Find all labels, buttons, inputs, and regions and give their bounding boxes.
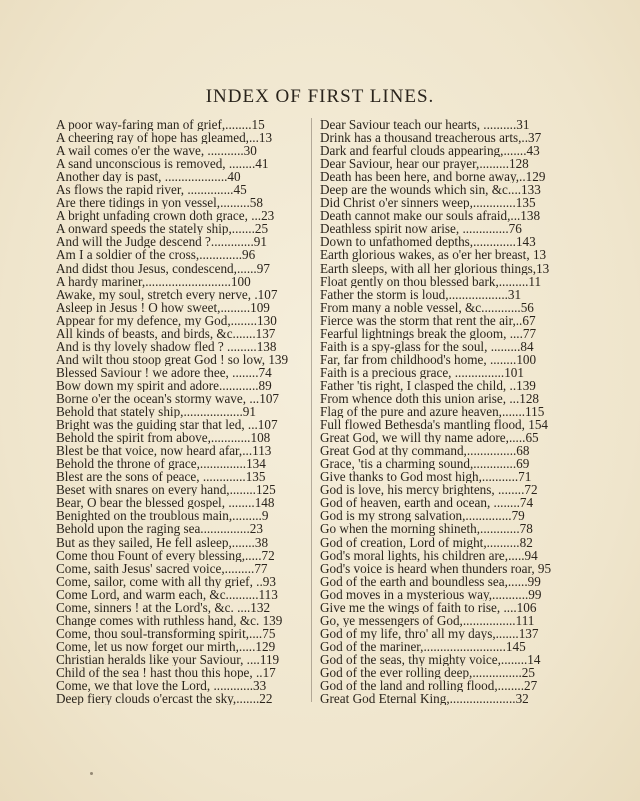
index-entry: God's voice is heard when thunders roar, 95 [320, 561, 552, 575]
index-entry: Change comes with ruthless hand, &c. 139 [56, 613, 283, 627]
index-entry: Christian heralds like your Saviour, ....119 [56, 652, 280, 666]
index-entry: Did Christ o'er sinners weep,.............135 [320, 196, 536, 210]
index-entry: Grace, 'tis a charming sound,.............69 [320, 457, 530, 471]
index-entry: God of creation, Lord of might,..........82 [320, 535, 533, 549]
index-entry: Behold the throne of grace,..............134 [56, 457, 266, 471]
index-entry: From whence doth this union arise, ...128 [320, 391, 540, 406]
index-entry: Blest are the sons of peace, .............135 [56, 470, 266, 484]
index-entry: God of my life, thro' all my days,.......137 [320, 626, 539, 640]
index-entry: Blest be that voice, now heard afar,...113 [56, 444, 272, 458]
index-entry: Faith is a precious grace, ...............101 [320, 365, 524, 379]
index-entry: Bow down my spirit and adore............89 [56, 378, 272, 392]
index-entry: Give me the wings of faith to rise, ....106 [320, 600, 537, 614]
index-entry: Great God Eternal King,....................32 [320, 692, 529, 706]
index-entry: God's moral lights, his children are,.....94 [320, 548, 538, 562]
index-entry: And will the Judge descend ?.............91 [56, 235, 267, 249]
index-entry: Flag of the pure and azure heaven,.......115 [320, 405, 545, 419]
index-entry: A hardy mariner,..........................100 [56, 274, 251, 288]
index-entry: From many a noble vessel, &c............56 [320, 300, 534, 314]
index-entry: Drink has a thousand treacherous arts,..37 [320, 131, 542, 145]
index-entry: Come, we that love the Lord, ............33 [56, 679, 267, 693]
index-entry: Bear, O bear the blessed gospel, ........148 [56, 496, 275, 510]
index-entry: Blessed Saviour ! we adore thee, ........74 [56, 365, 272, 379]
index-entry: Deathless spirit now arise, ..............76 [320, 222, 522, 236]
index-entry: Deep fiery clouds o'ercast the sky,.......22 [56, 692, 273, 706]
left-index-column [56, 118, 314, 705]
index-entry: God of the land and rolling flood,........27 [320, 679, 538, 693]
index-entry: Father 'tis right, I clasped the child, ..139 [320, 378, 536, 392]
index-entry: Come, let us now forget our mirth,.....129 [56, 639, 276, 653]
index-entry: Full flowed Bethesda's mantling flood, 154 [320, 418, 549, 432]
right-index-column [320, 118, 572, 705]
index-entry: God of the ever rolling deep,...............25 [320, 665, 535, 680]
index-entry: Come, sailor, come with all thy grief, ..93 [56, 574, 276, 588]
index-entry: Give thanks to God most high,...........71 [320, 470, 532, 484]
index-entry: Behold the spirit from above,............108 [56, 431, 271, 445]
index-entry: Are there tidings in yon vessel,.........58 [56, 196, 263, 210]
index-entry: Earth glorious wakes, as o'er her breast, 13 [320, 248, 547, 262]
index-entry: Asleep in Jesus ! O how sweet,.........109 [56, 300, 270, 314]
index-entry: Behold upon the raging sea...............23 [56, 522, 263, 536]
index-entry: Am I a soldier of the cross,.............96 [56, 248, 256, 262]
index-entry: Behold that stately ship,..................91 [56, 405, 256, 419]
index-entry: Fierce was the storm that rent the air,..67 [320, 313, 536, 327]
index-entry: Dark and fearful clouds appearing,.......43 [320, 144, 540, 158]
index-entry: Bright was the guiding star that led, ...107 [56, 418, 278, 432]
index-entry: All kinds of beasts, and birds, &c.......137 [56, 326, 276, 340]
index-entry: A bright unfading crown doth grace, ...23 [56, 209, 275, 223]
index-entry: God of the mariner,.........................145 [320, 639, 526, 653]
index-entry: Appear for my defence, my God,........130 [56, 313, 277, 327]
index-entry: Come, thou soul-transforming spirit,....75 [56, 626, 276, 640]
index-entry: And wilt thou stoop great God ! so low, 139 [56, 352, 289, 366]
index-entry: Far, far from childhood's home, ........100 [320, 352, 537, 366]
index-entry: God of the earth and boundless sea,......99 [320, 574, 541, 588]
index-entry: Child of the sea ! hast thou this hope, ..17 [56, 665, 276, 680]
index-entry: Awake, my soul, stretch every nerve, .107 [56, 287, 278, 301]
index-entry: Come, saith Jesus' sacred voice,.........77 [56, 561, 268, 575]
index-entry: A wail comes o'er the wave, ...........30 [56, 144, 257, 158]
page-speck [90, 772, 93, 775]
index-entry: And didst thou Jesus, condescend,......97 [56, 261, 270, 275]
index-entry: God is love, his mercy brightens, ........72 [320, 483, 538, 497]
index-entry: God moves in a mysterious way,...........99 [320, 587, 542, 601]
index-entry: Earth sleeps, with all her glorious things,13 [320, 261, 550, 275]
index-entry: As flows the rapid river, ..............45 [56, 183, 247, 197]
index-entry: Come Lord, and warm each, &c..........113 [56, 587, 278, 601]
index-entry: Come, sinners ! at the Lord's, &c. ....132 [56, 600, 271, 614]
index-entry: Father the storm is loud,..................31 [320, 287, 522, 301]
index-entry: A sand unconscious is removed, ........41 [56, 157, 269, 171]
index-entry: And is thy lovely shadow fled ? .........138 [56, 339, 277, 353]
index-entry: Faith is a spy-glass for the soul, .........84 [320, 339, 534, 353]
column-divider [311, 118, 320, 702]
index-entry: Death has been here, and borne away,..129 [320, 170, 546, 184]
index-entry: God of the seas, thy mighty voice,........14 [320, 652, 541, 666]
index-entry: Go, ye messengers of God,................111 [320, 613, 535, 627]
index-entry: Deep are the wounds which sin, &c....133 [320, 183, 541, 197]
index-entry: Beset with snares on every hand,........125 [56, 483, 276, 497]
page-title: INDEX OF FIRST LINES. [205, 86, 435, 107]
index-entry: God is my strong salvation,..............79 [320, 509, 525, 523]
index-entry: God of heaven, earth and ocean, ........74 [320, 496, 534, 510]
index-entry: Benighted on the troublous main,.........9 [56, 509, 269, 523]
index-entry: Another day is past, ...................40 [56, 170, 241, 184]
index-entry: Float gently on thou blessed bark,.........11 [320, 274, 542, 288]
index-entry: But as they sailed, He fell asleep,.......38 [56, 535, 269, 549]
index-entry: Go when the morning shineth,............78 [320, 522, 533, 536]
index-entry: Great God at thy command,...............68 [320, 444, 530, 458]
index-entry: A poor way-faring man of grief,........15 [56, 118, 265, 132]
index-entry: Down to unfathomed depths,.............143 [320, 235, 536, 249]
index-entry: A onward speeds the stately ship,.......25 [56, 222, 269, 236]
index-entry: Borne o'er the ocean's stormy wave, ...107 [56, 391, 280, 406]
index-entry: Come thou Fount of every blessing,.....72 [56, 548, 275, 562]
index-entry: Dear Saviour teach our hearts, ..........31 [320, 118, 530, 132]
index-entry: Death cannot make our souls afraid,...138 [320, 209, 541, 223]
index-entry: Dear Saviour, hear our prayer,.........128 [320, 157, 529, 171]
index-entry: Fearful lightnings break the gloom, ....77 [320, 326, 537, 340]
index-entry: A cheering ray of hope has gleamed,...13 [56, 131, 273, 145]
index-entry: Great God, we will thy name adore,.....65 [320, 431, 539, 445]
